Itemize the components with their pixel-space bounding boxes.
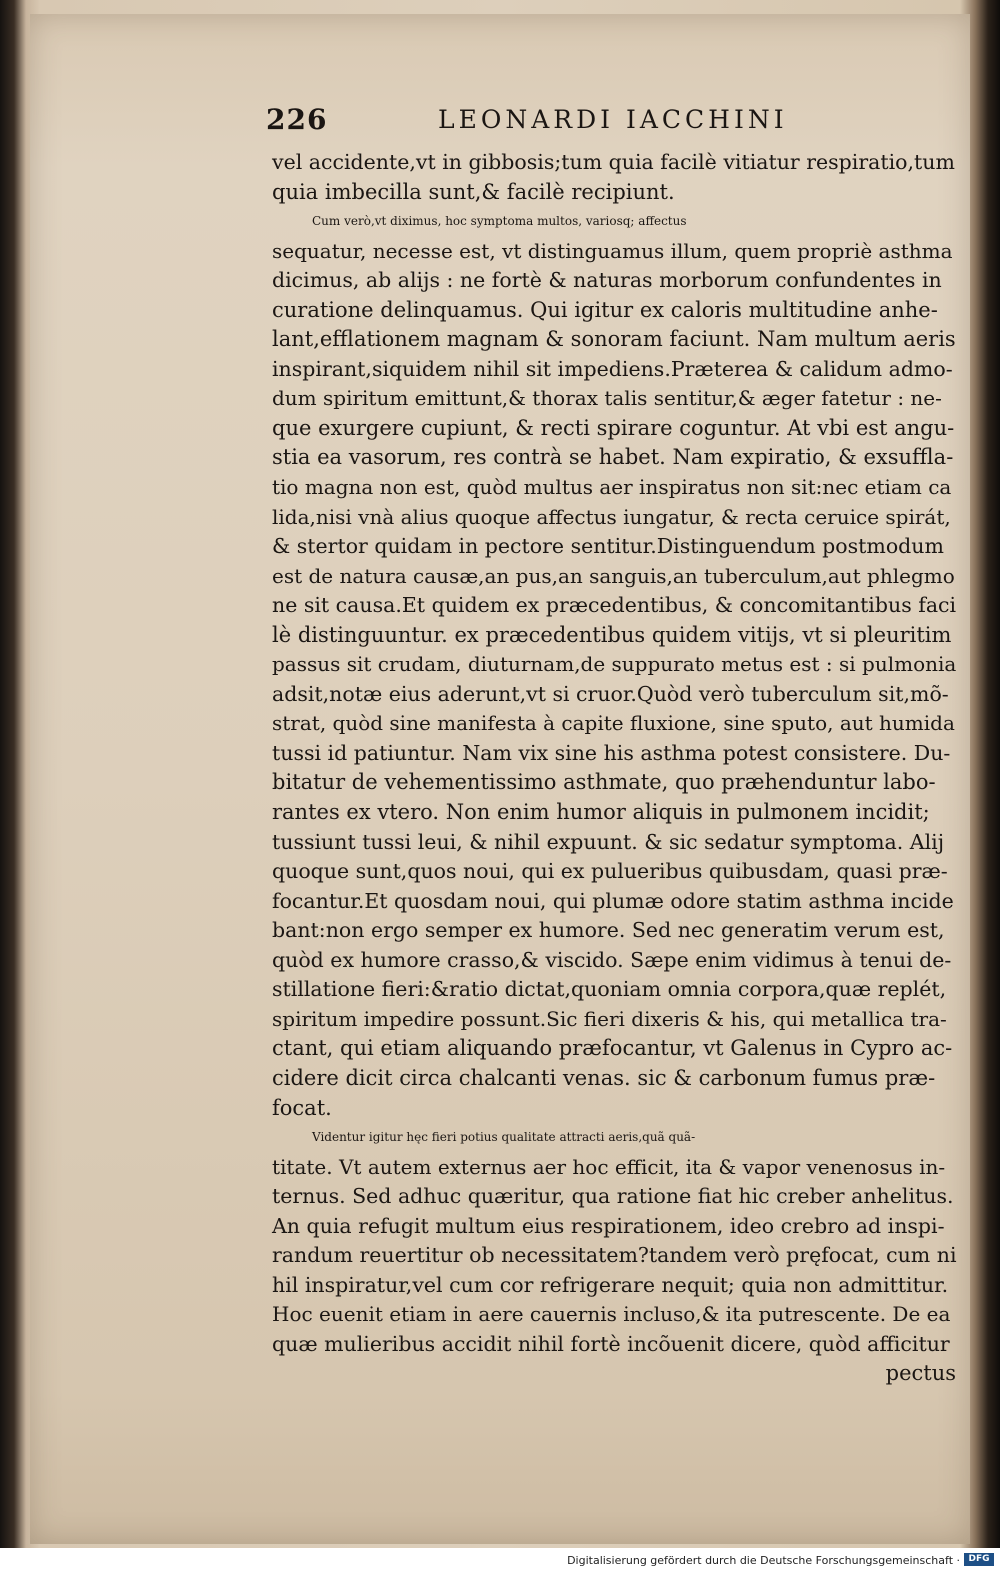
text-line: focantur.Et quosdam noui, qui plumæ odore statim asthma incide bbox=[272, 888, 954, 913]
text-line: passus sit crudam, diuturnam,de suppurato metus est : si pulmonia bbox=[272, 652, 957, 677]
text-line: quòd ex humore crasso,& viscido. Sæpe enim vidimus à tenui de- bbox=[272, 947, 952, 972]
text-line: cidere dicit circa chalcanti venas. sic & carbonum fumus præ- bbox=[272, 1065, 936, 1090]
text-line: focat. bbox=[272, 1095, 332, 1120]
text-line: lè distinguuntur. ex præcedentibus quidem vitijs, vt si pleuritim bbox=[272, 622, 952, 647]
text-line: titate. Vt autem externus aer hoc efficit, ita & vapor venenosus in- bbox=[272, 1154, 946, 1179]
running-title: LEONARDI IACCHINI bbox=[438, 105, 788, 134]
running-head bbox=[266, 103, 956, 143]
text-line: quæ mulieribus accidit nihil fortè incõuenit dicere, quòd afficitur bbox=[272, 1331, 950, 1356]
text-line: inspirant,siquidem nihil sit impediens.Præterea & calidum admo- bbox=[272, 356, 953, 381]
text-line: strat, quòd sine manifesta à capite fluxione, sine sputo, aut humida bbox=[272, 711, 955, 736]
text-line: randum reuertitur ob necessitatem?tandem verò pręfocat, cum ni bbox=[272, 1243, 957, 1268]
text-line: Hoc euenit etiam in aere cauernis incluso,& ita putrescente. De ea bbox=[272, 1302, 951, 1327]
text-line: ctant, qui etiam aliquando præfocantur, vt Galenus in Cypro ac- bbox=[272, 1036, 953, 1061]
dfg-logo-icon: DFG bbox=[964, 1553, 994, 1566]
text-line: dum spiritum emittunt,& thorax talis sentitur,& æger fatetur : ne- bbox=[272, 386, 942, 411]
text-line: pectus bbox=[885, 1361, 956, 1386]
text-line: An quia refugit multum eius respirationem, ideo crebro ad inspi- bbox=[272, 1213, 945, 1238]
text-line: tio magna non est, quòd multus aer inspiratus non sit:nec etiam ca bbox=[272, 475, 952, 500]
text-line: que exurgere cupiunt, & recti spirare coguntur. At vbi est angu- bbox=[272, 415, 955, 440]
text-line: hil inspiratur,vel cum cor refrigerare nequit; quia non admittitur. bbox=[272, 1272, 949, 1297]
text-line: sequatur, necesse est, vt distinguamus illum, quem propriè asthma bbox=[272, 238, 953, 263]
text-line: rantes ex vtero. Non enim humor aliquis in pulmonem incidit; bbox=[272, 800, 930, 825]
text-line: bant:non ergo semper ex humore. Sed nec generatim verum est, bbox=[272, 918, 945, 943]
text-line: stia ea vasorum, res contrà se habet. Nam expiratio, & exsuffla- bbox=[272, 445, 954, 470]
text-line: stillatione fieri:&ratio dictat,quoniam omnia corpora,quæ replét, bbox=[272, 977, 947, 1002]
text-line: ternus. Sed adhuc quæritur, qua ratione fiat hic creber anhelitus. bbox=[272, 1184, 954, 1209]
text-line: curatione delinquamus. Qui igitur ex caloris multitudine anhe- bbox=[272, 297, 938, 322]
text-line: quoque sunt,quos noui, qui ex pulueribus quibusdam, quasi præ- bbox=[272, 859, 948, 884]
body-text bbox=[272, 148, 956, 1389]
page-number: 226 bbox=[266, 103, 328, 136]
text-line: tussi id patiuntur. Nam vix sine his asthma potest consistere. Du- bbox=[272, 740, 951, 765]
funding-note: Digitalisierung gefördert durch die Deutsche Forschungsgemeinschaft · bbox=[567, 1554, 960, 1567]
text-line: quia imbecilla sunt,& facilè recipiunt. bbox=[272, 179, 675, 204]
text-line: adsit,notæ eius aderunt,vt si cruor.Quòd verò tuberculum sit,mõ- bbox=[272, 681, 949, 706]
text-line: tussiunt tussi leui, & nihil expuunt. & sic sedatur symptoma. Alij bbox=[272, 829, 945, 854]
text-line: & stertor quidam in pectore sentitur.Distinguendum postmodum bbox=[272, 534, 944, 559]
text-line: vel accidente,vt in gibbosis;tum quia facilè vitiatur respiratio,tum bbox=[272, 150, 955, 174]
text-line: spiritum impedire possunt.Sic fieri dixeris & his, qui metallica tra- bbox=[272, 1006, 947, 1031]
text-line: bitatur de vehementissimo asthmate, quo præhenduntur labo- bbox=[272, 770, 936, 795]
text-line: lant,efflationem magnam & sonoram faciunt. Nam multum aeris bbox=[272, 327, 956, 352]
text-line: dicimus, ab alijs : ne fortè & naturas morborum confundentes in bbox=[272, 268, 942, 293]
text-line: Videntur igitur hęc fieri potius qualitate attracti aeris,quã quã- bbox=[312, 1130, 696, 1145]
text-line: Cum verò,vt diximus, hoc symptoma multos, variosq; affectus bbox=[312, 214, 687, 229]
text-line: ne sit causa.Et quidem ex præcedentibus, & concomitantibus faci bbox=[272, 593, 957, 618]
text-line: lida,nisi vnà alius quoque affectus iungatur, & recta ceruice spirát, bbox=[272, 504, 951, 529]
text-line: est de natura causæ,an pus,an sanguis,an tuberculum,aut phlegmo bbox=[272, 563, 955, 588]
